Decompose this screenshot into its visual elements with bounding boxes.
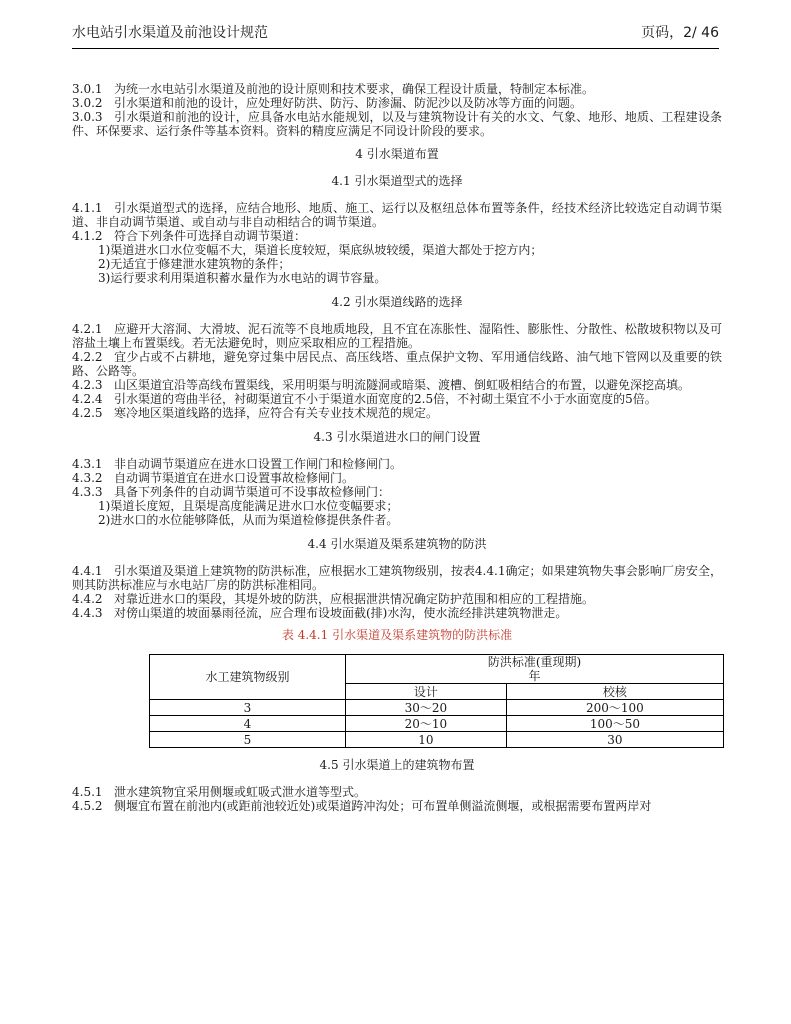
table-cell-design: 30～20 — [346, 700, 507, 716]
clause-text: 引水渠道和前池的设计，应具备水电站水能规划，以及与建筑物设计有关的水文、气象、地形、地质、工程建设条件、环保要求、运行条件等基本资料。资料的精度应满足不同设计阶段的要求。 — [72, 110, 722, 138]
table-header-design: 设计 — [346, 684, 507, 700]
section-heading: 4.3 引水渠道进水口的闸门设置 — [313, 430, 481, 444]
table-cell-grade: 3 — [150, 700, 346, 716]
table-caption: 表 4.4.1 引水渠道及渠系建筑物的防洪标准 — [281, 628, 513, 642]
section-heading: 4.1 引水渠道型式的选择 — [331, 174, 463, 188]
clause-number: 4.4.1 — [72, 564, 103, 578]
clause-number: 4.4.2 — [72, 592, 103, 606]
clause-text: 引水渠道和前池的设计，应处理好防洪、防污、防渗漏、防泥沙以及防冰等方面的问题。 — [114, 96, 583, 110]
clause — [72, 392, 722, 406]
clause — [72, 485, 722, 499]
table-header-check: 校核 — [506, 684, 723, 700]
table-row — [150, 716, 724, 732]
document-body — [72, 82, 722, 813]
clause-number: 4.5.1 — [72, 785, 103, 799]
clause — [72, 406, 722, 420]
clause-number: 4.5.2 — [72, 799, 103, 813]
section-heading: 4.2 引水渠道线路的选择 — [331, 295, 463, 309]
table-header-grade: 水工建筑物级别 — [150, 655, 346, 700]
clause — [72, 322, 722, 350]
clause-number: 4.1.1 — [72, 201, 103, 215]
table-cell-grade: 4 — [150, 716, 346, 732]
clause-text: 引水渠道及渠道上建筑物的防洪标准，应根据水工建筑物级别，按表4.4.1确定；如果建筑物失事会影响厂房安全，则其防洪标准应与水电站厂房的防洪标准相同。 — [72, 564, 722, 592]
clause — [72, 110, 722, 138]
table-header-standard-label: 防洪标准(重现期) — [487, 655, 582, 669]
clause-text: 对傍山渠道的坡面暴雨径流，应合理布设坡面截(排)水沟，使水流经排洪建筑物泄走。 — [114, 606, 568, 620]
clause-number: 3.0.1 — [72, 82, 103, 96]
clause-number: 4.3.2 — [72, 471, 103, 485]
clause-number: 3.0.2 — [72, 96, 103, 110]
table-cell-design: 10 — [346, 732, 507, 748]
sub-item: 2)进水口的水位能够降低，从而为渠道检修提供条件者。 — [98, 513, 399, 527]
clause-number: 4.2.5 — [72, 406, 103, 420]
document-title: 水电站引水渠道及前池设计规范 — [72, 25, 268, 41]
clause — [72, 201, 722, 229]
sub-item: 2)无适宜于修建泄水建筑物的条件； — [98, 257, 291, 271]
clause-number: 4.3.3 — [72, 485, 103, 499]
clause — [72, 785, 722, 799]
clause — [72, 96, 722, 110]
clause — [72, 471, 722, 485]
clause-number: 4.2.2 — [72, 350, 103, 364]
table-cell-design: 20～10 — [346, 716, 507, 732]
chapter-heading: 4 引水渠道布置 — [355, 147, 439, 161]
clause — [72, 592, 722, 606]
table-row — [150, 700, 724, 716]
clause — [72, 82, 722, 96]
clause — [72, 799, 722, 813]
sub-item: 3)运行要求利用渠道积蓄水量作为水电站的调节容量。 — [98, 271, 387, 285]
clause-text: 山区渠道宜沿等高线布置渠线，采用明渠与明流隧洞或暗渠、渡槽、倒虹吸相结合的布置，以避免深挖高填。 — [114, 378, 691, 392]
clause — [72, 606, 722, 620]
clause — [72, 350, 722, 378]
clause — [72, 229, 722, 243]
clause-text: 符合下列条件可选择自动调节渠道： — [114, 229, 307, 243]
clause-text: 为统一水电站引水渠道及前池的设计原则和技术要求，确保工程设计质量，特制定本标准。 — [114, 82, 595, 96]
page-header — [72, 20, 719, 49]
table-cell-grade: 5 — [150, 732, 346, 748]
clause-text: 引水渠道的弯曲半径，衬砌渠道宜不小于渠道水面宽度的2.5倍，不衬砌土渠宜不小于水面宽度的5倍。 — [114, 392, 657, 406]
table-cell-check: 30 — [506, 732, 723, 748]
clause — [72, 564, 722, 592]
clause-text: 非自动调节渠道应在进水口设置工作闸门和检修闸门。 — [114, 457, 403, 471]
clause-number: 4.4.3 — [72, 606, 103, 620]
page-number: 页码，2/ 46 — [641, 25, 719, 41]
table-row — [150, 732, 724, 748]
table-header-unit: 年 — [528, 669, 541, 683]
table-cell-check: 100～50 — [506, 716, 723, 732]
clause-number: 4.3.1 — [72, 457, 103, 471]
clause-text: 宜少占或不占耕地，避免穿过集中居民点、高压线塔、重点保护文物、军用通信线路、油气地下管网以及重要的铁路、公路等。 — [72, 350, 722, 378]
clause-number: 4.2.3 — [72, 378, 103, 392]
section-heading: 4.4 引水渠道及渠系建筑物的防洪 — [307, 537, 487, 551]
table-header-standard — [346, 655, 724, 684]
clause-text: 寒冷地区渠道线路的选择，应符合有关专业技术规范的规定。 — [114, 406, 439, 420]
clause-number: 4.1.2 — [72, 229, 103, 243]
clause — [72, 378, 722, 392]
clause-text: 具备下列条件的自动调节渠道可不设事故检修闸门： — [114, 485, 391, 499]
sub-item: 1)渠道进水口水位变幅不大，渠道长度较短，渠底纵坡较缓，渠道大都处于挖方内； — [98, 243, 543, 257]
flood-standard-table — [149, 654, 724, 748]
clause-text: 应避开大溶洞、大滑坡、泥石流等不良地质地段，且不宜在冻胀性、湿陷性、膨胀性、分散性、松散坡积物以及可溶盐土壤上布置渠线。若无法避免时，则应采取相应的工程措施。 — [72, 322, 722, 350]
clause-text: 自动调节渠道宜在进水口设置事故检修闸门。 — [114, 471, 355, 485]
clause-number: 4.2.1 — [72, 322, 103, 336]
sub-item: 1)渠道长度短，且渠堤高度能满足进水口水位变幅要求； — [98, 499, 399, 513]
table-cell-check: 200～100 — [506, 700, 723, 716]
clause-text: 侧堰宜布置在前池内(或距前池较近处)或渠道跨冲沟处；可布置单侧溢流侧堰，或根据需要布置两岸对 — [114, 799, 652, 813]
clause-text: 对靠近进水口的渠段，其堤外坡的防洪，应根据泄洪情况确定防护范围和相应的工程措施。 — [114, 592, 595, 606]
clause — [72, 457, 722, 471]
clause-number: 3.0.3 — [72, 110, 103, 124]
clause-text: 引水渠道型式的选择，应结合地形、地质、施工、运行以及枢纽总体布置等条件，经技术经济比较选定自动调节渠道、非自动调节渠道、或自动与非自动相结合的调节渠道。 — [72, 201, 722, 229]
clause-text: 泄水建筑物宜采用侧堰或虹吸式泄水道等型式。 — [114, 785, 367, 799]
section-heading: 4.5 引水渠道上的建筑物布置 — [319, 758, 475, 772]
clause-number: 4.2.4 — [72, 392, 103, 406]
